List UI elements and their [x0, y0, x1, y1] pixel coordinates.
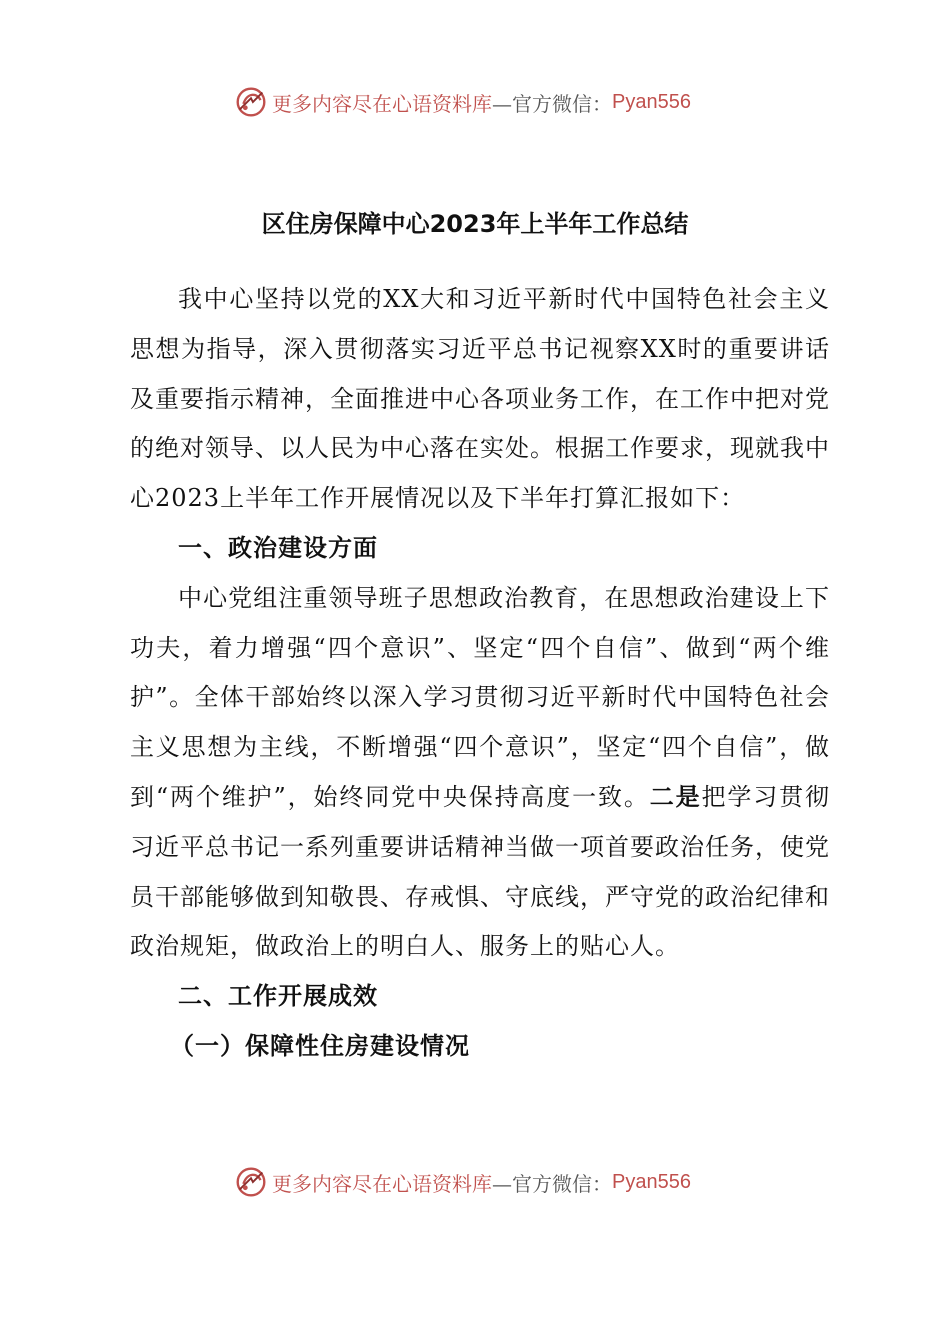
banner-brand-text: 更多内容尽在心语资料库 — [272, 91, 492, 116]
banner-brand-text: 更多内容尽在心语资料库 — [272, 1171, 492, 1196]
header-banner — [232, 82, 691, 122]
footer-banner — [232, 1162, 691, 1202]
intro-paragraph: 我中心坚持以党的XX大和习近平新时代中国特色社会主义思想为指导，深入贯彻落实习近平总书记视察XX时的重要讲话及重要指示精神，全面推进中心各项业务工作，在工作中把对党的绝对领导、以人民为中心落在实处。根据工作要求，现就我中心2023上半年工作开展情况以及下半年打算汇报如下： — [130, 285, 830, 513]
banner-wechat-id: Pyan556 — [612, 1170, 691, 1193]
banner-official-text: —官方微信： — [492, 91, 612, 116]
political-paragraph-part-b: 把学习贯彻习近平总书记一系列重要讲话精神当做一项首要政治任务，使党员干部能够做到知敬畏、存戒惧、守底线，严守党的政治纪律和政治规矩，做政治上的明白人、服务上的贴心人。 — [130, 782, 831, 961]
political-paragraph-part-a: 中心党组注重领导班子思想政治教育，在思想政治建设上下功夫，着力增强“四个意识”、坚定“四个自信”、做到“两个维护”。全体干部始终以深入学习贯彻习近平新时代中国特色社会主义思想为主线，不断增强“四个意识”，坚定“四个自信”，做到“两个维护”，始终同党中央保持高度一致。 — [130, 583, 830, 811]
document-title: 区住房保障中心2023年上半年工作总结 — [261, 210, 689, 238]
section-heading-political: 一、政治建设方面 — [178, 533, 378, 562]
bold-lead-erishi: 二是 — [649, 782, 702, 811]
section-heading-results: 二、工作开展成效 — [178, 982, 378, 1011]
brand-logo-icon — [232, 83, 270, 121]
banner-wechat-id: Pyan556 — [612, 90, 691, 113]
banner-official-text: —官方微信： — [492, 1171, 612, 1196]
document-body — [130, 275, 830, 1072]
political-paragraph — [130, 574, 830, 972]
brand-logo-icon — [232, 1163, 270, 1201]
subsection-heading-housing: （一）保障性住房建设情况 — [170, 1031, 470, 1060]
